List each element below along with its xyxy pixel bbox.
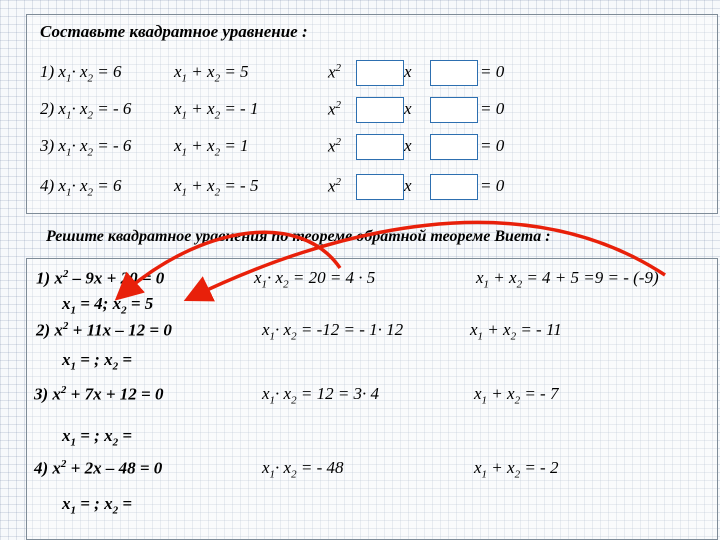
equation-4: 4) $x^2 + 2x - 48 = 0$	[34, 458, 163, 478]
task1-row-x: x	[404, 136, 412, 155]
equation-2-product: $x_1\cdot x_2 = -12$ = - 1· 12	[262, 320, 404, 343]
task1-row-equals: = 0	[480, 176, 505, 195]
task2-heading: Решите квадратное уравнения по теореме обратной теореме Виета :	[46, 228, 551, 245]
task1-row-x: x	[404, 176, 412, 195]
task1-row-product: 2) $x_1\cdot x_2$ = - 6	[40, 99, 132, 122]
task1-row-sum: $x_1 + x_2 = 5$	[174, 62, 249, 85]
equation-3: 3) $x^2 + 7x + 12 = 0$	[34, 384, 164, 404]
task1-row-equals: = 0	[480, 62, 505, 81]
task1-heading: Составьте квадратное уравнение :	[40, 22, 308, 41]
task1-row-x-squared: $x^2$	[328, 176, 342, 196]
task1-row-x-squared: $x^2$	[328, 62, 342, 82]
arrow-product-to-roots	[120, 232, 340, 296]
equation-3-roots: $x_1$ = ; $x_2$ =	[62, 426, 133, 449]
equation-1-roots: $x_1 = 4$; $x_2 = 5$	[62, 294, 154, 317]
task1-row-product: 4) $x_1\cdot x_2 = 6$	[40, 176, 122, 199]
task1-row-sum: $x_1 + x_2$ = - 1	[174, 99, 259, 122]
equation-3-product: $x_1\cdot x_2 = 12 = 3\cdot 4$	[262, 384, 380, 407]
task1-row-equals: = 0	[480, 99, 505, 118]
equation-2: 2) $x^2 + 11x - 12 = 0$	[36, 320, 172, 340]
task1-row-x: x	[404, 99, 412, 118]
equation-1-sum: $x_1 + x_2 = 4 + 5 =9$ = - (-9)	[476, 268, 659, 291]
equation-2-sum: $x_1 + x_2$ = - 11	[470, 320, 562, 343]
equation-1: 1) $x^2 - 9x + 20 = 0$	[36, 268, 165, 288]
task1-row-sum: $x_1 + x_2 = 1$	[174, 136, 249, 159]
task1-row-x-squared: $x^2$	[328, 99, 342, 119]
task1-row-product: 3) $x_1\cdot x_2$ = - 6	[40, 136, 132, 159]
equation-4-product: $x_1\cdot x_2$ = - 48	[262, 458, 344, 481]
equation-4-roots: $x_1$ = ; $x_2$ =	[62, 494, 133, 517]
equation-3-sum: $x_1 + x_2$ = - 7	[474, 384, 559, 407]
task1-row-x: x	[404, 62, 412, 81]
task1-row-x-squared: $x^2$	[328, 136, 342, 156]
equation-1-product: $x_1\cdot x_2 = 20 = 4 \cdot 5$	[254, 268, 376, 291]
equation-4-sum: $x_1 + x_2$ = - 2	[474, 458, 559, 481]
task1-row-sum: $x_1 + x_2$ = - 5	[174, 176, 259, 199]
equation-2-roots: $x_1$ = ; $x_2$ =	[62, 350, 133, 373]
task1-row-product: 1) $x_1\cdot x_2 = 6$	[40, 62, 122, 85]
task1-row-equals: = 0	[480, 136, 505, 155]
